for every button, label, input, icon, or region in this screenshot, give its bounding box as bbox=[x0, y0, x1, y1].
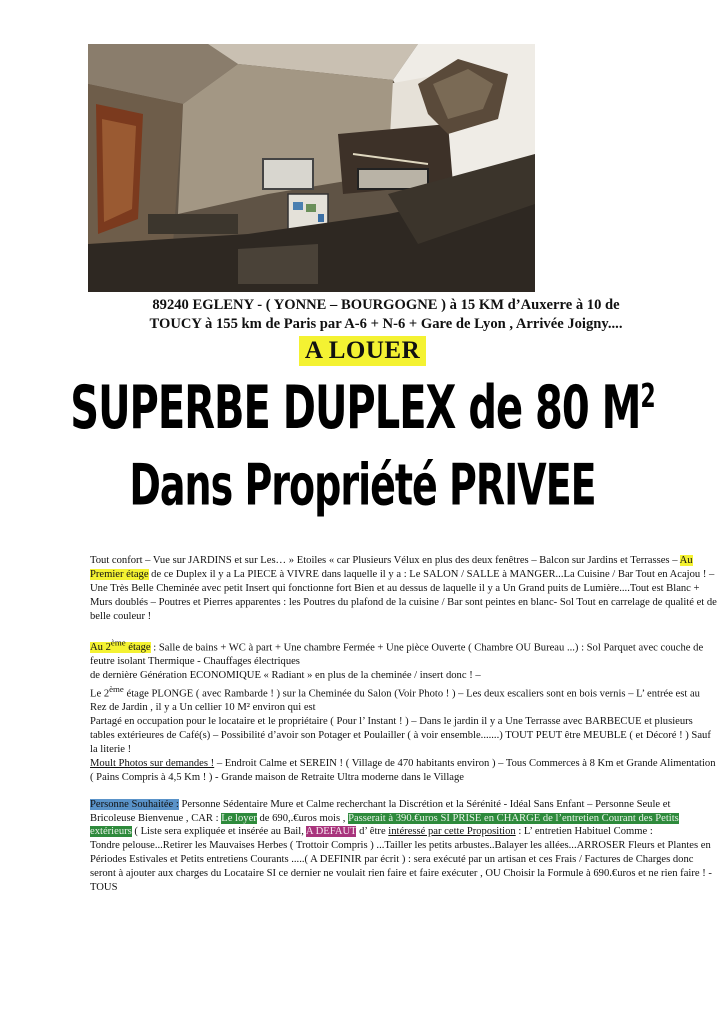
p3-underline-proposal: intéressé par cette Proposition bbox=[388, 826, 516, 838]
p2-highlight-second-floor bbox=[90, 637, 151, 654]
p3-line-f: Tondre pelouse...Retirer les Mauvaises Herbes ( Trottoir Compris ) ...Tailler les petits arbustes..Balayer les allées...ARROSER Fleurs et Plantes en Périodes Estivales et Petits entretiens Courants .....( A DEFINIR par écrit ) : sera exécuté par un artisan et ces Frais / Factures de Charges donc seront à ajouter aux charges du Locataire SI ce dernier ne voulait rien faire et faire exécuter , OU Choisir la Formule à 690.€uros et ne rien faire ! - TOUS bbox=[90, 840, 712, 894]
p3-text-a: Personne Sédentaire Mure et Calme recherchant la Discrétion et la Sérénité - Idéal Sans Enfant – Personne Seule et Bricoleuse Bienvenue , CAR : bbox=[90, 798, 671, 824]
p2-c2: étage PLONGE ( avec Rambarde ! ) sur la Cheminée du Salon (Voir Photo ! ) – Les deux escaliers sont en bois vernis – L’ entrée est au Rez de Jardin , il y a Un cellier 10 M² environ qui est bbox=[90, 688, 700, 714]
p2-hl-sup: ème bbox=[110, 637, 126, 648]
p2-c1: Le 2 bbox=[90, 688, 110, 700]
p2-hl-b: étage bbox=[125, 642, 151, 654]
headline-line-2: Dans Propriété PRIVEE bbox=[129, 452, 596, 518]
p2-line-d: Partagé en occupation pour le locataire et le propriétaire ( Pour l’ Instant ! ) – Dans le jardin il y a Une Terrasse avec BARBECUE et plusieurs tables extérieures de Café(s) – Possibilité d’avoir son Potager et Poulailler ( à voir ensemble.......) TOUT PEUT être MEUBLE ( et Décoré ! ) Sauf la literie ! bbox=[90, 716, 711, 755]
p2-line-e bbox=[90, 757, 718, 785]
p2-c-sup: ème bbox=[109, 683, 124, 694]
p3-text-b: de 690,.€uros mois , bbox=[256, 812, 349, 824]
p1-text-a: Tout confort – Vue sur JARDINS et sur Les… » Etoiles « car Plusieurs Vélux en plus des deux fenêtres – Balcon sur Jardins et Terrasses – bbox=[90, 555, 680, 566]
for-rent-badge: A LOUER bbox=[299, 336, 426, 366]
p2-hl-a: Au 2 bbox=[90, 642, 111, 654]
paragraph-tenant bbox=[90, 798, 718, 840]
headline-line-1 bbox=[0, 374, 725, 443]
p1-text-b: de ce Duplex il y a La PIECE à VIVRE dans laquelle il y a : Le SALON / SALLE à MANGER...La Cuisine / Bar Tout en Acajou ! – Une Très Belle Cheminée avec petit Insert qui fonctionne fort Bien et au dessus de laquelle il y a Un Grand puits de Lumière....Tout est Blanc + Murs doublés – Poutres et Pierres apparentes : les Poutres du plafond de la cuisine / Bar sont peintes en blanc- Sol Tout en carrelage de qualité et de belle couleur ! bbox=[90, 568, 717, 622]
paragraph-first-floor bbox=[90, 554, 718, 624]
headline-superscript: 2 bbox=[640, 378, 655, 416]
interior-photo bbox=[88, 44, 535, 292]
location-line-2: TOUCY à 155 km de Paris par A-6 + N-6 + Gare de Lyon , Arrivée Joigny.... bbox=[149, 316, 623, 332]
p3-text-c: ( Liste sera expliquée et insérée au Bail, bbox=[131, 826, 306, 838]
p3-text-d: d’ être bbox=[356, 826, 389, 838]
p3-highlight-default: A DEFAUT bbox=[305, 826, 357, 838]
headline-line-1-text: SUPERBE DUPLEX de 80 M bbox=[70, 374, 641, 443]
listing-body bbox=[90, 554, 718, 895]
p3-highlight-rent: Le loyer bbox=[221, 812, 257, 824]
p2-line-c bbox=[90, 683, 718, 715]
for-rent-banner bbox=[0, 336, 725, 366]
interior-photo-icon bbox=[88, 44, 535, 292]
p2-photos-on-request: Moult Photos sur demandes ! bbox=[90, 757, 215, 769]
p3-text-e: : L’ entretien Habituel Comme : bbox=[515, 826, 653, 838]
p2-text-a: : Salle de bains + WC à part + Une chambre Fermée + Une pièce Ouverte ( Chambre OU Bureau ...) : Sol Parquet avec couche de feutre isolant Thermique - Chauffages électriques bbox=[90, 642, 704, 667]
location-line-1: 89240 EGLENY - ( YONNE – BOURGOGNE ) à 15 KM d’Auxerre à 10 de bbox=[152, 297, 620, 313]
p2-e: – Endroit Calme et SEREIN ! ( Village de 470 habitants environ ) – Tous Commerces à 8 Km et Grande Alimentation ( Pains Compris à 4,5 Km ! ) - Grande maison de Retraite Ultra moderne dans le Village bbox=[90, 757, 716, 783]
p3-highlight-reduced-rent: Passerait à 390.€uros SI PRISE en CHARGE de l’entretien Courant des Petits extérieurs bbox=[90, 812, 679, 838]
paragraph-second-floor bbox=[90, 637, 718, 669]
p1-highlight-first-floor: Au Premier étage bbox=[90, 555, 693, 580]
location-description bbox=[86, 296, 686, 334]
p2-line-b: de dernière Génération ECONOMIQUE « Radiant » en plus de la cheminée / insert donc ! – bbox=[90, 669, 481, 681]
p3-highlight-wanted: Personne Souhaitée : bbox=[90, 798, 179, 810]
